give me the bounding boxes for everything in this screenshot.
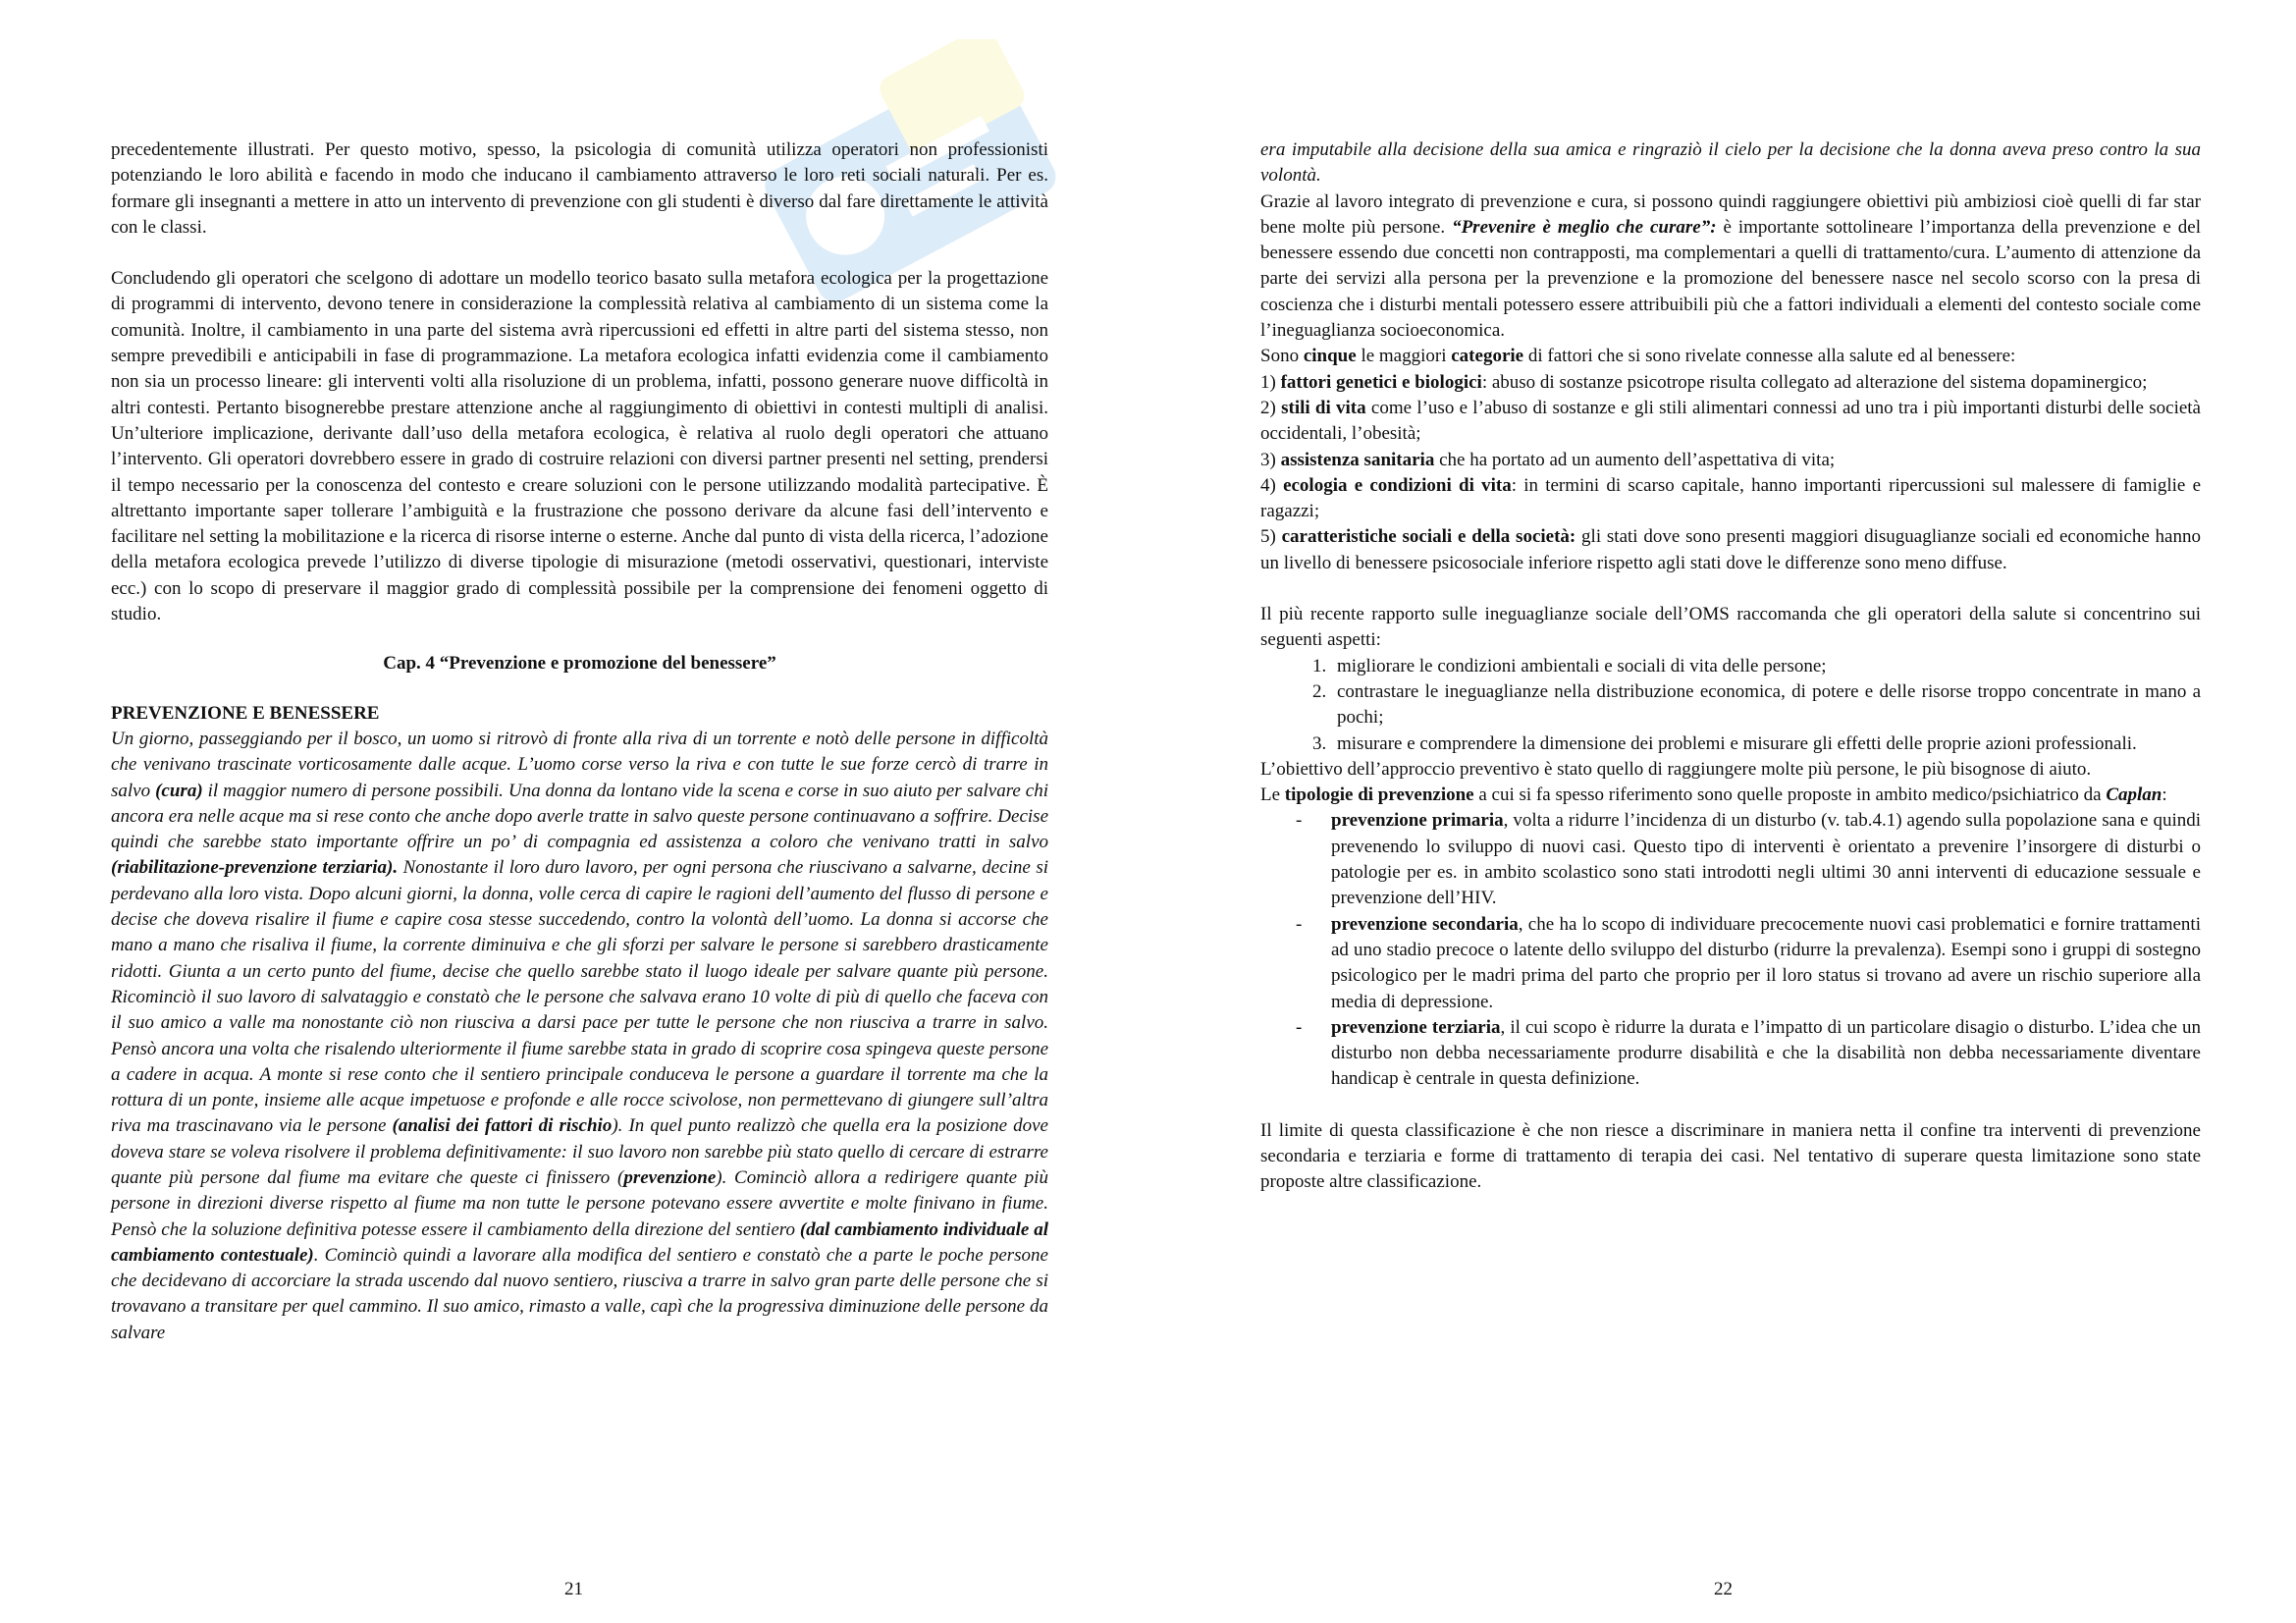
factor-item: 2) stili di vita come l’uso e l’abuso di sostanze e gli stili alimentari connessi ad uno tra i più importanti disturbi delle società occidentali, l’obesità; bbox=[1260, 397, 2201, 445]
factor-list bbox=[1260, 370, 2201, 576]
paragraph-categories: Sono cinque le maggiori categorie di fattori che si sono rivelate connesse alla salute ed al benessere: bbox=[1260, 346, 2016, 367]
story-emphasis-cura: (cura) bbox=[155, 780, 203, 801]
list-item: 2. contrastare le ineguaglianze nella distribuzione economica, di potere e delle risorse troppo concentrate in mano a pochi; bbox=[1331, 679, 2201, 731]
story-emphasis-change: (dal cambiamento individuale al cambiamento contestuale) bbox=[111, 1218, 1048, 1266]
prevention-types-list bbox=[1260, 808, 2201, 1092]
story-emphasis-tertiary: (riabilitazione-prevenzione terziaria). bbox=[111, 857, 399, 879]
section-title: PREVENZIONE E BENESSERE bbox=[111, 702, 380, 724]
list-item: 1. migliorare le condizioni ambientali e sociali di vita delle persone; bbox=[1331, 654, 2201, 679]
story-continuation: era imputabile alla decisione della sua amica e ringraziò il cielo per la decisione che la donna aveva preso contro la sua volontà. bbox=[1260, 139, 2201, 187]
chapter-title: Cap. 4 “Prevenzione e promozione del benessere” bbox=[383, 653, 776, 675]
paragraph-classification-limit: Il limite di questa classificazione è che non riesce a discriminare in maniera netta il confine tra interventi di prevenzione secondaria e terziaria e forme di trattamento di terapia dei casi. Nel tentativo di superare questa limitazione sono state proposte altre classificazione. bbox=[1260, 1119, 2201, 1193]
factor-item: 4) ecologia e condizioni di vita: in termini di scarso capitale, hanno importanti ripercussioni sul malessere di famiglie e ragazzi; bbox=[1260, 474, 2202, 522]
factor-item: 3) assistenza sanitaria che ha portato ad un aumento dell’aspettativa di vita; bbox=[1260, 449, 1836, 470]
page-number-right: 22 bbox=[1714, 1579, 1733, 1599]
story-emphasis-prevention: prevenzione bbox=[623, 1166, 717, 1188]
list-item: 3. misurare e comprendere la dimensione dei problemi e misurare gli effetti delle proprie azioni professionali. bbox=[1331, 731, 2201, 757]
page-right bbox=[1148, 0, 2296, 1623]
paragraph-prevention-types: Le tipologie di prevenzione a cui si fa spesso riferimento sono quelle proposte in ambito medico/psichiatrico da Caplan: bbox=[1260, 784, 2167, 806]
prevention-item-primary: - prevenzione primaria, volta a ridurre l’incidenza di un disturbo (v. tab.4.1) agendo sulla popolazione sana e quindi prevenendo lo sviluppo di nuovi casi. Questo tipo di interventi è orientato a prevenire l’insorgere di disturbi o patologie per es. in ambito scolastico sono stati introdotti negli ultimi 30 anni interventi di educazione sessuale e prevenzione dell’HIV. bbox=[1296, 810, 2201, 909]
story-emphasis-risk: (analisi dei fattori di rischio bbox=[392, 1115, 613, 1137]
paragraph-ecological-metaphor: Concludendo gli operatori che scelgono di adottare un modello teorico basato sulla metafora ecologica per la progettazione di programmi di intervento, devono tenere in considerazione la complessità relativa al cambiamento di un sistema come la comunità. Inoltre, il cambiamento in una parte del sistema avrà ripercussioni ed effetti in altre parti del sistema stesso, non sempre prevedibili e anticipabili in fase di programmazione. La metafora ecologica infatti evidenzia come il cambiamento non sia un processo lineare: gli interventi volti alla risoluzione di un problema, infatti, possono generare nuove difficoltà in altri contesti. Pertanto bisognerebbe prestare attenzione anche al raggiungimento di obiettivi in contesti multipli di analisi. Un’ulteriore implicazione, derivante dall’uso della metafora ecologica, è relativa al ruolo degli operatori che attuano l’intervento. Gli operatori dovrebbero essere in grado di costruire relazioni con diversi partner presenti nel setting, prendersi il tempo necessario per la conoscenza del contesto e creare soluzioni con le persone utilizzando modalità partecipative. È altrettanto importante saper tollerare l’ambiguità e la frustrazione che possono derivare da alcune fasi dell’intervento e facilitare nel setting la mobilitazione e la ricerca di risorse interne o esterne. Anche dal punto di vista della ricerca, l’adozione della metafora ecologica prevede l’utilizzo di diverse tipologie di misurazione (metodi osservativi, questionari, interviste ecc.) con lo scopo di preservare il maggior grado di complessità possibile per la comprensione dei fenomeni oggetto di studio. bbox=[111, 268, 1048, 625]
paragraph-community-operators: precedentemente illustrati. Per questo motivo, spesso, la psicologia di comunità utilizza operatori non professionisti potenziando le loro abilità e facendo in modo che inducano il cambiamento attraverso le loro reti sociali naturali. Per es. formare gli insegnanti a mettere in atto un intervento di prevenzione con gli studenti è diverso dal fare direttamente le attività con le classi. bbox=[111, 139, 1048, 238]
paragraph-objective: L’obiettivo dell’approccio preventivo è stato quello di raggiungere molte più persone, le più bisognose di aiuto. bbox=[1260, 758, 2092, 780]
paragraph-integrated-work: Grazie al lavoro integrato di prevenzione e cura, si possono quindi raggiungere obiettivi più ambiziosi cioè quelli di far star bene molte più persone. “Prevenire è meglio che curare”: è importante sottolineare l’importanza della prevenzione e del benessere essendo due concetti non contrapposti, ma complementari a quelli di trattamento/cura. L’aumento di attenzione da parte dei servizi alla persona per la prevenzione e la promozione del benessere nasce nel secolo scorso con la presa di coscienza che i disturbi mentali potessero essere attribuibili più che a fattori individuali a elementi del contesto sociale come l’ineguaglianza socioeconomica. bbox=[1260, 190, 2201, 342]
page-number-left: 21 bbox=[564, 1579, 583, 1599]
factor-item: 5) caratteristiche sociali e della società: gli stati dove sono presenti maggiori disuguaglianze sociali ed economiche hanno un livello di benessere psicosociale inferiore rispetto agli stati dove le differenze sono meno diffuse. bbox=[1260, 526, 2201, 573]
right-text-column bbox=[1260, 137, 2201, 1196]
prevention-item-tertiary: - prevenzione terziaria, il cui scopo è ridurre la durata e l’impatto di un particolare disagio o disturbo. L’idea che un disturbo non debba necessariamente produrre disabilità e che la disabilità non debba necessariamente diventare handicap è centrale in questa definizione. bbox=[1296, 1016, 2201, 1090]
left-text-column bbox=[111, 137, 1048, 1346]
factor-item: 1) fattori genetici e biologici: abuso di sostanze psicotrope risulta collegato ad alterazione del sistema dopaminergico; bbox=[1260, 371, 2148, 393]
motto-prevenire: “Prevenire è meglio che curare”: bbox=[1452, 216, 1717, 238]
prevention-item-secondary: - prevenzione secondaria, che ha lo scopo di individuare precocemente nuovi casi problematici e fornire trattamenti ad uno stadio precoce o latente dello sviluppo del disturbo (ridurre la prevalenza). Esempi sono i gruppi di sostegno psicologico per le madri prima del parto che proprio per il loro status si trovano ad avere un rischio superiore alla media di depressione. bbox=[1296, 913, 2201, 1012]
oms-aspects-list bbox=[1260, 654, 2201, 757]
river-story-paragraph: Un giorno, passeggiando per il bosco, un uomo si ritrovò di fronte alla riva di un torrente e notò delle persone in difficoltà che venivano trascinate vorticosamente dalle acque. L’uomo corse verso la riva e con tutte le sue forze cercò di trarre in salvo (cura) il maggior numero di persone possibili. Una donna da lontano vide la scena e corse in suo aiuto per salvare chi ancora era nelle acque ma si rese conto che anche dopo averle tratte in salvo queste persone continuavano a soffrire. Decise quindi che sarebbe stato importante offrire un po’ di compagnia ed assistenza a coloro che venivano tratti in salvo (riabilitazione-prevenzione terziaria). Nonostante il loro duro lavoro, per ogni persona che riuscivano a salvarne, decine si perdevano alla loro vista. Dopo alcuni giorni, la donna, volle cerca di capire le ragioni dell’aumento del flusso di persone e decise che doveva risalire il fiume e capire cosa stesse succedendo, contro la volontà dell’uomo. La donna si accorse che mano a mano che risaliva il fiume, la corrente diminuiva e che gli sforzi per salvare le persone si sarebbero drasticamente ridotti. Giunta a un certo punto del fiume, decise che quello sarebbe stato il luogo ideale per salvare quante più persone. Ricominciò il suo lavoro di salvataggio e constatò che le persone che salvava erano 10 volte di più di quello che faceva con il suo amico a valle ma nonostante ciò non riusciva a darsi pace per tutte le persone che non riusciva a trarre in salvo. Pensò ancora una volta che risalendo ulteriormente il fiume sarebbe stata in grado di scoprire cosa spingeva queste persone a cadere in acqua. A monte si rese conto che il sentiero principale conduceva le persone a guardare il torrente ma che la rottura di un ponte, insieme alle acque impetuose e profonde e alle rocce scivolose, non permettevano di giungere sull’altra riva ma trascinavano via le persone (analisi dei fattori di rischio). In quel punto realizzò che quella era la posizione dove doveva stare se voleva risolvere il problema definitivamente: il suo lavoro non sarebbe più stato quello di cercare di estrarre quante più persone dal fiume ma evitare che queste ci finissero (prevenzione). Cominciò allora a redirigere quante più persone in direzioni diverse rispetto al fiume ma non tutte le persone potevano essere avvertite e molte finivano in fiume. Pensò che la soluzione definitiva potesse essere il cambiamento della direzione del sentiero (dal cambiamento individuale al cambiamento contestuale). Cominciò quindi a lavorare alla modifica del sentiero e constatò che a parte le poche persone che decidevano di accorciare la strada uscendo dal nuovo sentiero, riusciva a trarre in salvo gran parte delle persone che si trovavano a transitare per quel cammino. Il suo amico, rimasto a valle, capì che la progressiva diminuzione delle persone da salvare bbox=[111, 728, 1049, 1343]
paragraph-oms: Il più recente rapporto sulle ineguaglianze sociale dell’OMS raccomanda che gli operatori della salute si concentrino sui seguenti aspetti: bbox=[1260, 604, 2201, 651]
